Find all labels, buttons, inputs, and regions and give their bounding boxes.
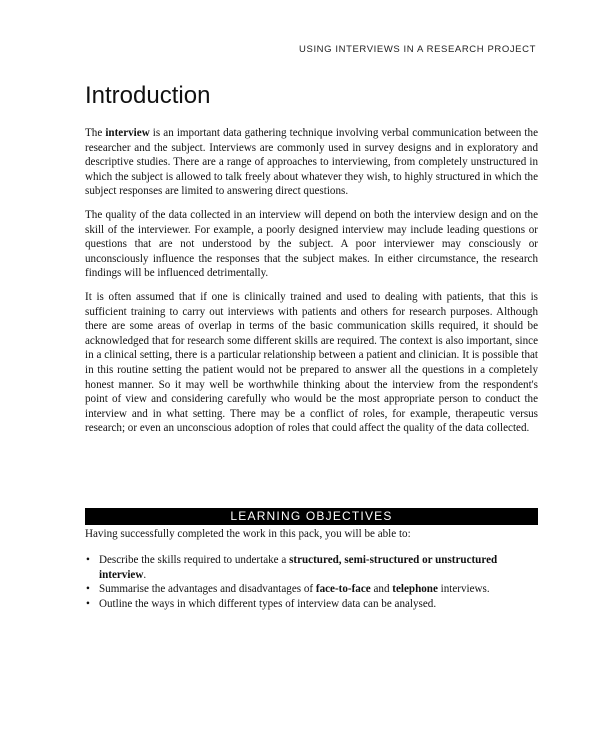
paragraph-lead: The <box>85 127 106 139</box>
objective-text: . <box>143 568 147 581</box>
section-title: Introduction <box>85 82 211 109</box>
objective-text: Summarise the advantages and disadvantages of <box>99 583 316 596</box>
objective-text: and <box>370 583 393 596</box>
objectives-list <box>85 553 538 611</box>
objective-bold-text: face-to-face <box>315 583 371 596</box>
paragraph-data-quality: The quality of the data collected in an interview will depend on both the interview design and on the skill of the interviewer. For example, a poorly designed interview may include leading questions or questions that are not understood by the subject. A poor interviewer may consciously or unconsciously influence the responses that the subject makes. In either circumstance, the research findings will be influenced detrimentally. <box>85 209 538 280</box>
objective-item <box>85 582 538 597</box>
objective-text: interviews. <box>437 583 490 596</box>
objective-text: Outline the ways in which different types of interview data can be analysed. <box>99 597 437 610</box>
paragraph-rest: is an important data gathering technique involving verbal communication between the researcher and the subject. Interviews are commonly used in survey designs and in exploratory and descriptive studies. There are a range of approaches to interviewing, from completely unstructured in which the subject is allowed to talk freely about whatever they wish, to highly structured in which the subject responses are limited to answering direct questions. <box>85 127 538 198</box>
paragraph-intro <box>85 126 538 199</box>
running-header: USING INTERVIEWS IN A RESEARCH PROJECT <box>299 44 536 55</box>
objective-item <box>85 553 538 582</box>
objective-bold-text: structured, semi-structured or unstructured interview <box>99 554 498 581</box>
learning-objectives-heading: LEARNING OBJECTIVES <box>85 508 538 525</box>
objective-bold-text: telephone <box>392 583 438 596</box>
objective-text: Describe the skills required to undertake a <box>99 554 290 566</box>
objective-item <box>85 597 538 612</box>
term-interview: interview <box>105 127 150 139</box>
paragraph-clinical-training: It is often assumed that if one is clinically trained and used to dealing with patients, that this is sufficient training to carry out interviews with patients and others for research purposes. Although there are some areas of overlap in terms of the basic communication skills required, it should be acknowledged that for research some different skills are required. The context is also important, since in a clinical setting, there is a particular relationship between a patient and clinician. It is possible that in this routine setting the patient would not be prepared to answer all the questions in a completely honest manner. So it may well be worthwhile thinking about the interview from the respondent's point of view and considering carefully who would be the most appropriate person to conduct the interview and in what setting. There may be a conflict of roles, for example, therapeutic versus research; or even an unconscious adoption of roles that could affect the quality of the data collected. <box>85 291 538 435</box>
objectives-intro: Having successfully completed the work in this pack, you will be able to: <box>85 528 411 540</box>
